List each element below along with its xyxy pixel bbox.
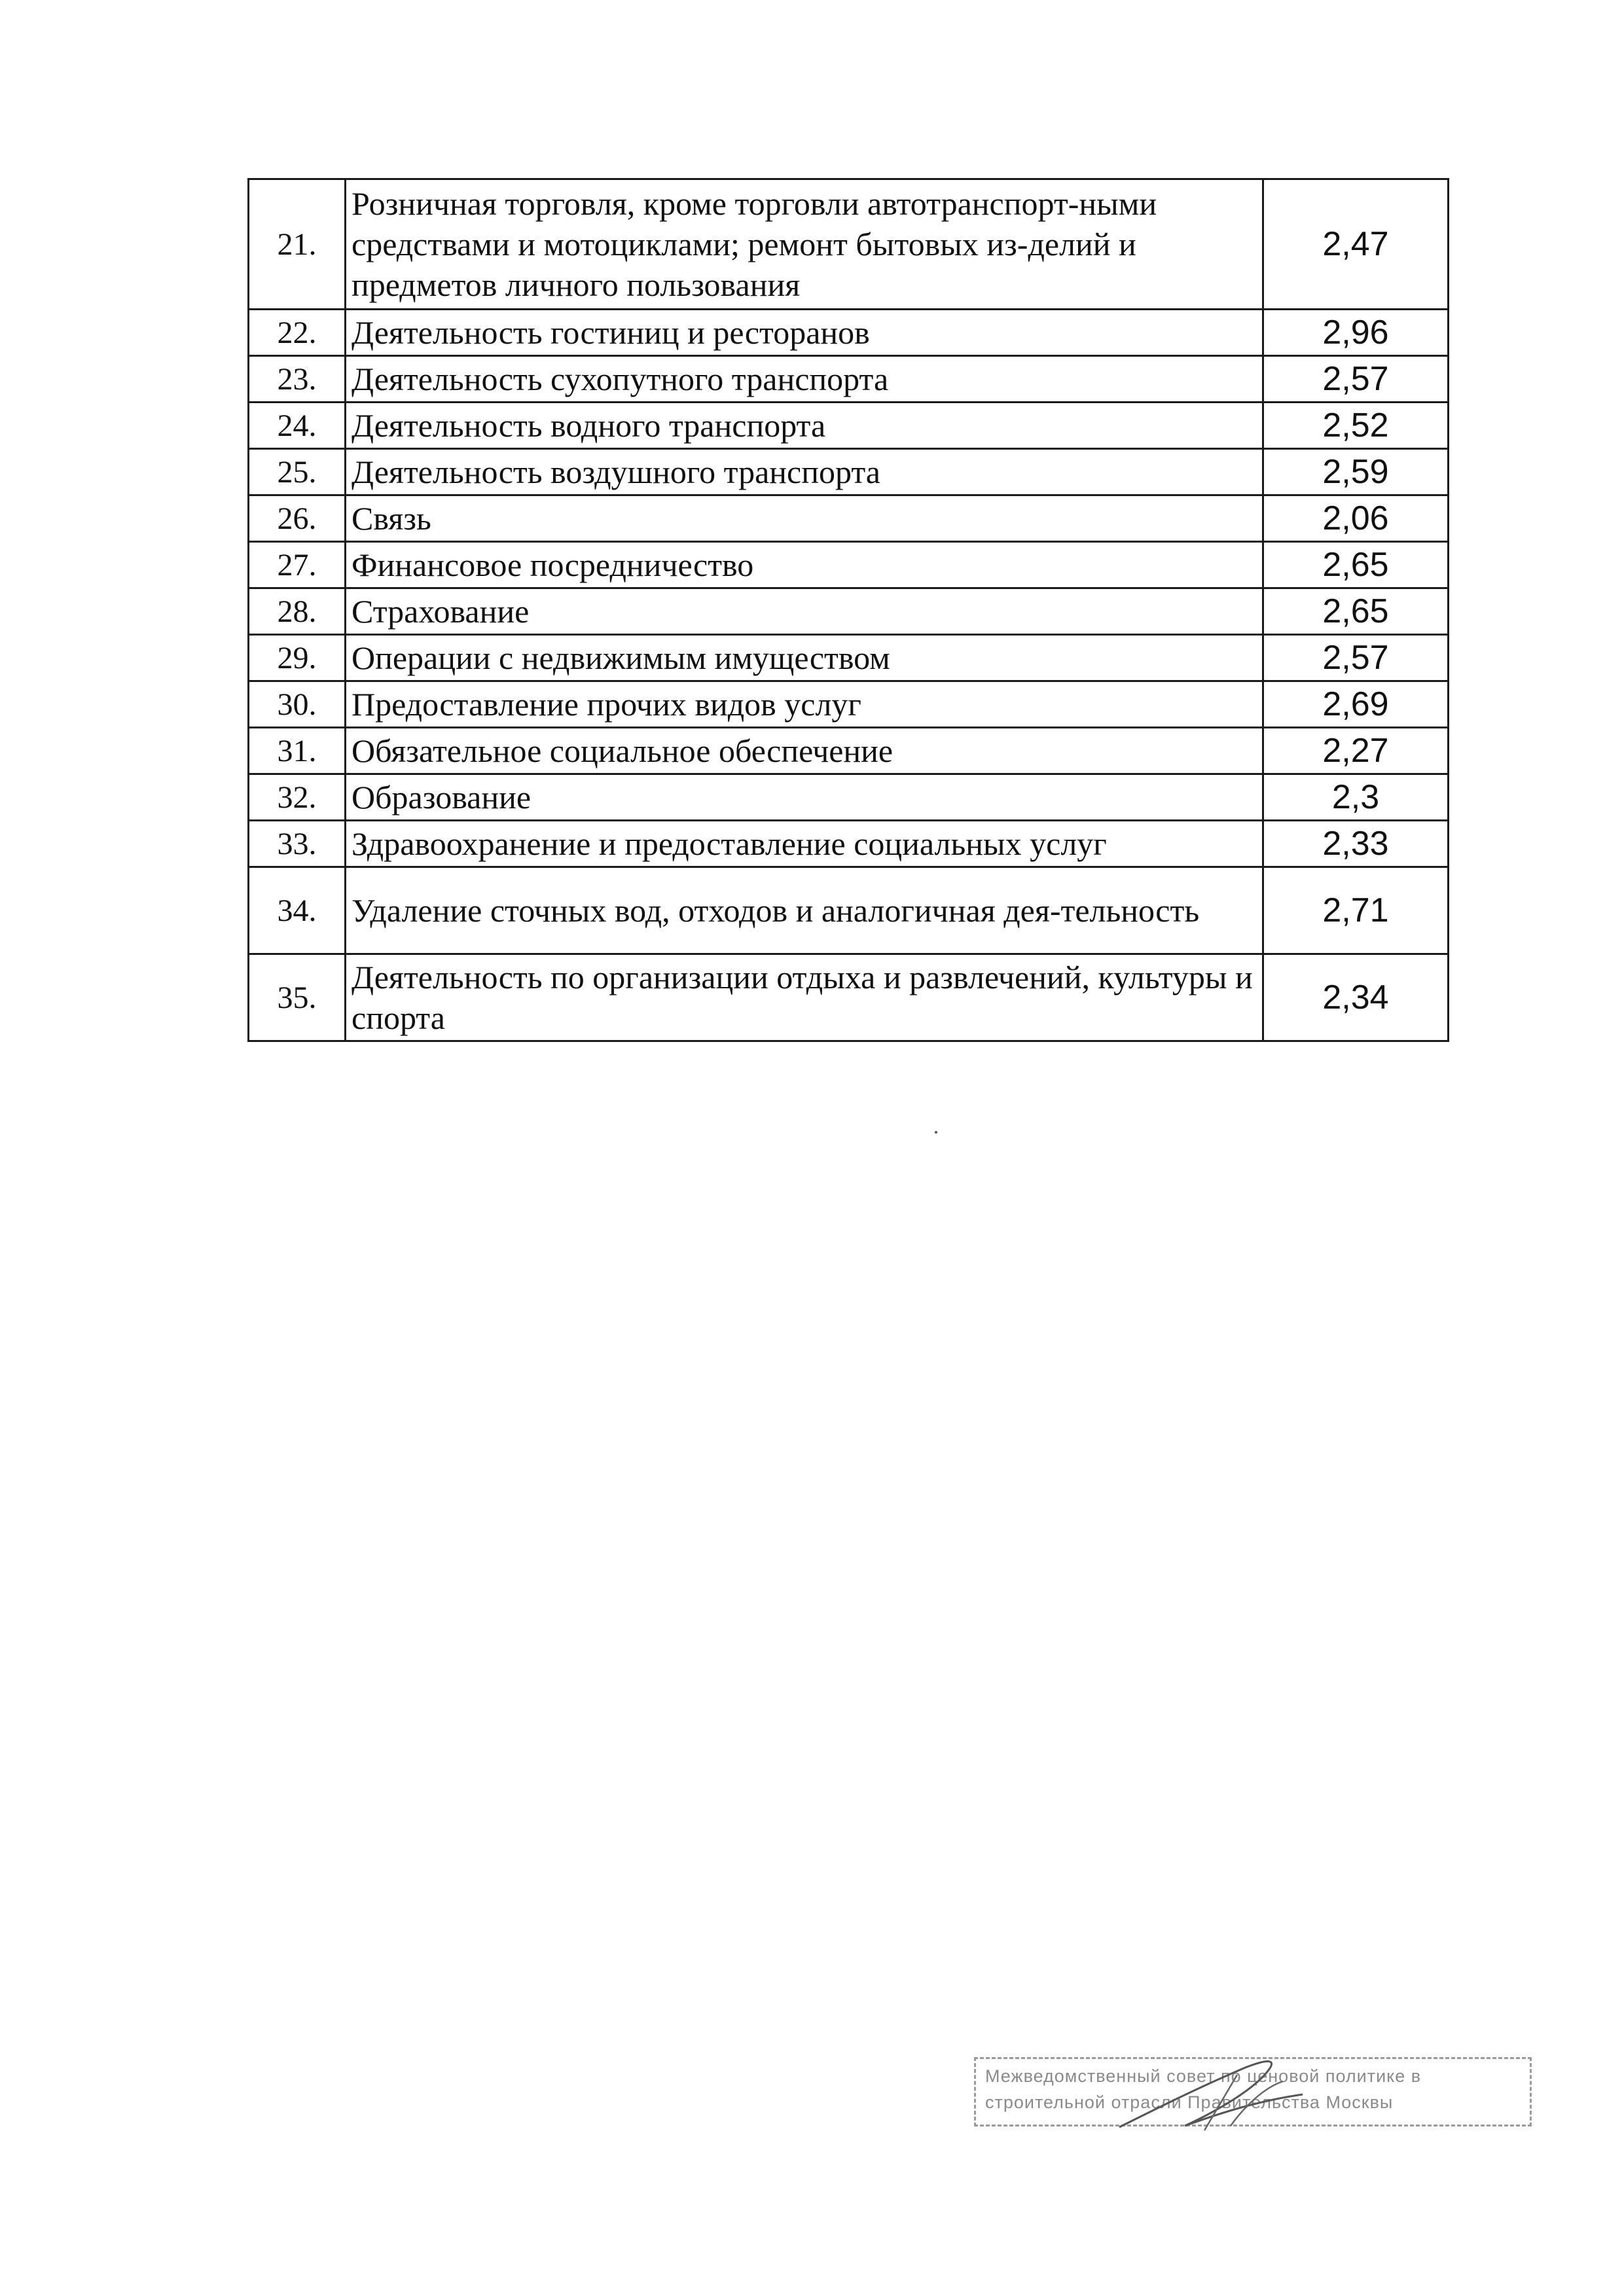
table-row	[249, 681, 1449, 728]
activity-name: Страхование	[346, 588, 1263, 635]
table-row	[249, 356, 1449, 403]
row-number: 28.	[249, 588, 346, 635]
activity-name: Операции с недвижимым имуществом	[346, 635, 1263, 681]
activity-name: Обязательное социальное обеспечение	[346, 728, 1263, 774]
row-number: 22.	[249, 310, 346, 356]
table-row	[249, 774, 1449, 821]
table-row	[249, 635, 1449, 681]
row-number: 24.	[249, 403, 346, 449]
coefficient-value: 2,65	[1263, 542, 1449, 588]
activity-name: Предоставление прочих видов услуг	[346, 681, 1263, 728]
row-number: 30.	[249, 681, 346, 728]
table-row	[249, 449, 1449, 495]
activity-name: Связь	[346, 495, 1263, 542]
scan-speck	[935, 1131, 937, 1134]
table-row	[249, 821, 1449, 867]
table-row	[249, 728, 1449, 774]
activity-name: Деятельность водного транспорта	[346, 403, 1263, 449]
activity-name: Удаление сточных вод, отходов и аналогичная дея-тельность	[346, 867, 1263, 954]
coefficient-value: 2,65	[1263, 588, 1449, 635]
table-row	[249, 867, 1449, 954]
coefficient-value: 2,71	[1263, 867, 1449, 954]
activity-name: Финансовое посредничество	[346, 542, 1263, 588]
coefficient-value: 2,3	[1263, 774, 1449, 821]
signature-scribble	[1106, 2049, 1322, 2140]
activity-name: Образование	[346, 774, 1263, 821]
row-number: 31.	[249, 728, 346, 774]
table-row	[249, 542, 1449, 588]
table-row	[249, 588, 1449, 635]
coefficient-value: 2,69	[1263, 681, 1449, 728]
row-number: 29.	[249, 635, 346, 681]
coefficient-value: 2,27	[1263, 728, 1449, 774]
row-number: 33.	[249, 821, 346, 867]
row-number: 21.	[249, 179, 346, 310]
rates-table	[247, 178, 1449, 1042]
table-row	[249, 403, 1449, 449]
activity-name: Розничная торговля, кроме торговли автотранспорт-ными средствами и мотоциклами; ремонт бытовых из-делий и предметов личного пользования	[346, 179, 1263, 310]
activity-name: Деятельность гостиниц и ресторанов	[346, 310, 1263, 356]
row-number: 32.	[249, 774, 346, 821]
table-row	[249, 179, 1449, 310]
coefficient-value: 2,59	[1263, 449, 1449, 495]
coefficient-value: 2,57	[1263, 635, 1449, 681]
coefficient-value: 2,52	[1263, 403, 1449, 449]
coefficient-value: 2,96	[1263, 310, 1449, 356]
activity-name: Деятельность сухопутного транспорта	[346, 356, 1263, 403]
coefficient-value: 2,47	[1263, 179, 1449, 310]
coefficient-value: 2,57	[1263, 356, 1449, 403]
row-number: 34.	[249, 867, 346, 954]
activity-name: Деятельность по организации отдыха и развлечений, культуры и спорта	[346, 954, 1263, 1041]
row-number: 26.	[249, 495, 346, 542]
row-number: 27.	[249, 542, 346, 588]
activity-name: Здравоохранение и предоставление социальных услуг	[346, 821, 1263, 867]
coefficient-value: 2,06	[1263, 495, 1449, 542]
table-row	[249, 954, 1449, 1041]
row-number: 35.	[249, 954, 346, 1041]
table-row	[249, 310, 1449, 356]
row-number: 25.	[249, 449, 346, 495]
stamp-line-1: Межведомственный совет по ценовой политике в	[985, 2066, 1422, 2086]
coefficient-value: 2,33	[1263, 821, 1449, 867]
table-row	[249, 495, 1449, 542]
coefficient-value: 2,34	[1263, 954, 1449, 1041]
activity-name: Деятельность воздушного транспорта	[346, 449, 1263, 495]
row-number: 23.	[249, 356, 346, 403]
stamp-line-2: строительной отрасли Правительства Москвы	[985, 2092, 1394, 2112]
